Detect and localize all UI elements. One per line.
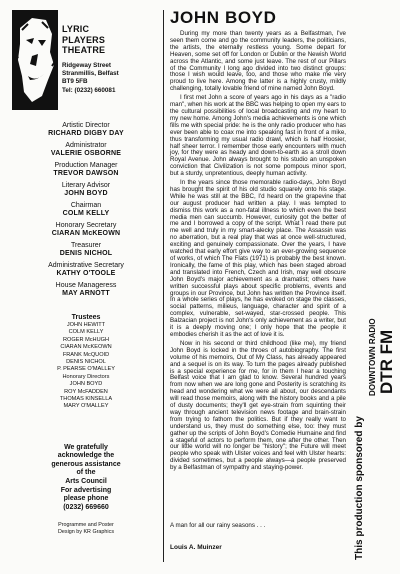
article-closing-line: A man for all our rainy seasons . . .	[170, 522, 266, 529]
trustee-name: DENIS NICHOL	[66, 359, 106, 366]
ack-line: generous assistance	[51, 460, 121, 468]
sponsor-brand-line2: DTR FM	[377, 329, 396, 394]
honorary-directors-heading: Honorary Directors	[62, 373, 110, 380]
role-name: JOHN BOYD	[64, 190, 108, 197]
role-title: Treasurer	[70, 242, 102, 249]
trustee-name: JOHN HEWITT	[66, 322, 106, 328]
sponsor-block	[352, 300, 394, 566]
trustee-name: CIARAN McKEOWN	[60, 344, 112, 351]
role-name: VALERIE OSBORNE	[50, 150, 122, 157]
staff-role	[12, 202, 160, 218]
trustees-heading: Trustees	[71, 314, 101, 321]
role-name: KATHY O'TOOLE	[56, 270, 116, 277]
article-signature: Louis A. Muinzer	[170, 544, 222, 551]
trustees-list	[12, 313, 160, 411]
theatre-address	[62, 62, 160, 95]
role-name: DENIS NICHOL	[59, 250, 113, 257]
ack-line: of the	[76, 469, 96, 477]
article-paragraph: I first met John a score of years ago in his days as a "radio man", when his work at the BBC was helping to open my ears to the cultural possibilities of local broadcasting and my heart to my new home. Among John's media achievements is one which fills me with special pride: he is the only radio producer who has ever been able to coax me into speaking fast in front of a mike, thus transforming my usual radio drawl, which is half Hoosier, half sheer terror. I remember those early encounters with much joy, for they were as heady and down-to-earth as a stroll down Royal Avenue. John always brought to his studio an unspoken conviction that Civilization is not some pompous minor sport, but a sturdy, unpretentious, deeply human activity.	[170, 94, 346, 178]
article-paragraph: During my more than twenty years as a Belfastman, I've seen them come and go the community leaders, the politicians, the artists, the eternally restless young. Some depart for Heaven, some set off for London or Dublin or the Newish World across the Atlantic, and some just leave. The rest of our Pillars of the Community I long ago divided into two distinct groups: those I wish would leave, too, and those who make me very proud to live here. Among the latter is a highly crusty, mildly challenging, totally lovable friend of mine named John Boyd.	[170, 30, 346, 93]
trustee-name: ROGER McHUGH	[63, 336, 109, 343]
theatre-name-line: THEATRE	[62, 45, 106, 55]
theatre-mask-logo	[12, 10, 58, 110]
article-paragraph: Now in his second or third childhood (like me), my friend John Boyd is locked in the throes of autobiography. The first volume of his memoirs, Out of My Class, has already appeared and a sequel is on its way. To turn the pages already published is a special experience for me, for in them I hear a touching Belfast voice that I am glad to know. Several hundred years from now when we are long gone and Posterity is scratching its head and wondering what we were all about, our descendants will read those memoirs, along with the history books and a pile of dusty documents; they'll get eye-strain from squinting their way through ancient television news footage and brain-strain from trying to fathom the politics. But if they really want to understand us, they must do something else, too: they must gather up the scripts of John Boyd's Comedie Humaine and find a stageful of actors to perform them, one after the other. Then our little world will no longer be "history"; the Future will meet people who speak with Ulster voices and feel with Ulster hearts: divided sometimes, but a people always—a people preserved by a Belfastman of sympathy and staying-power.	[170, 339, 346, 472]
design-credit	[12, 522, 160, 536]
honorary-director-name: ROY McFADDEN	[64, 388, 108, 395]
staff-role	[12, 262, 160, 278]
staff-list	[12, 122, 160, 302]
role-title: Literary Advisor	[61, 182, 111, 189]
advertising-phone: (0232) 669660	[63, 503, 109, 511]
address-line: BT9 5FB	[62, 78, 88, 86]
advertising-line: please phone	[63, 495, 109, 503]
article-title: JOHN BOYD	[170, 8, 277, 27]
staff-role	[12, 282, 160, 298]
address-line: Tel: (0232) 660081	[62, 86, 116, 94]
role-title: Artistic Director	[62, 122, 110, 129]
column-divider	[163, 10, 164, 562]
address-line: Ridgeway Street	[62, 62, 111, 69]
staff-role	[12, 142, 160, 158]
ack-line: Arts Council	[65, 477, 107, 485]
honorary-director-name: MARY O'MALLEY	[63, 403, 109, 410]
role-name: RICHARD DIGBY DAY	[48, 130, 124, 137]
role-title: Production Manager	[54, 162, 118, 169]
advertising-contact	[12, 487, 160, 512]
staff-role	[12, 122, 160, 138]
role-title: Administrator	[65, 142, 107, 149]
arts-council-acknowledgement	[12, 444, 160, 486]
honorary-director-name: THOMAS KINSELLA	[59, 396, 113, 403]
address-line: Stranmillis, Belfast	[62, 70, 119, 78]
advertising-line: For advertising	[60, 487, 112, 494]
role-title: Honorary Secretary	[55, 222, 117, 229]
staff-role	[12, 162, 160, 178]
role-name: COLM KELLY	[62, 210, 110, 217]
trustee-name: P. PEARSE O'MALLEY	[57, 366, 115, 373]
theatre-name	[62, 24, 160, 56]
staff-role	[12, 182, 160, 198]
staff-role	[12, 242, 160, 258]
trustee-name: COLM KELLY	[68, 329, 104, 336]
ack-line: We gratefully	[64, 444, 108, 451]
role-name: CIARAN McKEOWN	[51, 230, 121, 237]
role-title: House Manageress	[55, 282, 117, 289]
article	[170, 8, 346, 474]
theatre-name-line: PLAYERS	[62, 34, 106, 45]
ack-line: acknowledge the	[57, 452, 115, 460]
role-name: MAY ARNOTT	[62, 290, 110, 297]
honorary-director-name: JOHN BOYD	[69, 381, 103, 388]
role-title: Administrative Secretary	[48, 262, 124, 269]
credit-line: Programme and Poster	[58, 522, 114, 528]
trustee-name: FRANK McQUOID	[62, 351, 110, 358]
theatre-sidebar	[12, 10, 160, 568]
theatre-name-line: LYRIC	[62, 24, 90, 34]
staff-role	[12, 222, 160, 238]
article-paragraph: In the years since those memorable radio-days, John Boyd has brought the spirit of his old studio squarely onto his stage. While he was still at the BBC, I'd heard on the grapevine that our august producer had written a play. I was tempted to dismiss this work as a non-fatal illness to which even the best media men can succumb. However, curiosity got the better of me and I borrowed a copy of the script. What I read there put me well and truly in my smart-alecky place. The Assassin was no aberration, but a real play that was at once well-structured, exciting and genuinely compassionate. Over the years, I have watched that early effort give way to an ever-growing sequence of works, of which The Flats (1971) is probably the best known. Ironically, the fame of this play, which has been staged abroad and translated into French, Czech and Irish, may well obscure John Boyd's major achievement as a dramatist; others have written successful plays about specific problems, events and groups in our Province, but John has written the Province itself. In a whole series of plays, he has evoked on stage the classes, social patterns, milieus, language, character and spirit of a complex, vulnerable, set-wayed, star-crossed people. This Balzacian project is not John's only achievement as a writer, but it is a deeply moving one; I only hope that the people it embodies cherish it as the act of love it is.	[170, 179, 346, 338]
role-title: Chairman	[70, 202, 102, 209]
sponsor-brand-line1: DOWNTOWN RADIO	[368, 318, 377, 396]
sponsor-text: This production sponsored by	[354, 416, 365, 560]
credit-line: Design by KR Graphics	[57, 528, 115, 535]
role-name: TREVOR DAWSON	[53, 170, 119, 177]
